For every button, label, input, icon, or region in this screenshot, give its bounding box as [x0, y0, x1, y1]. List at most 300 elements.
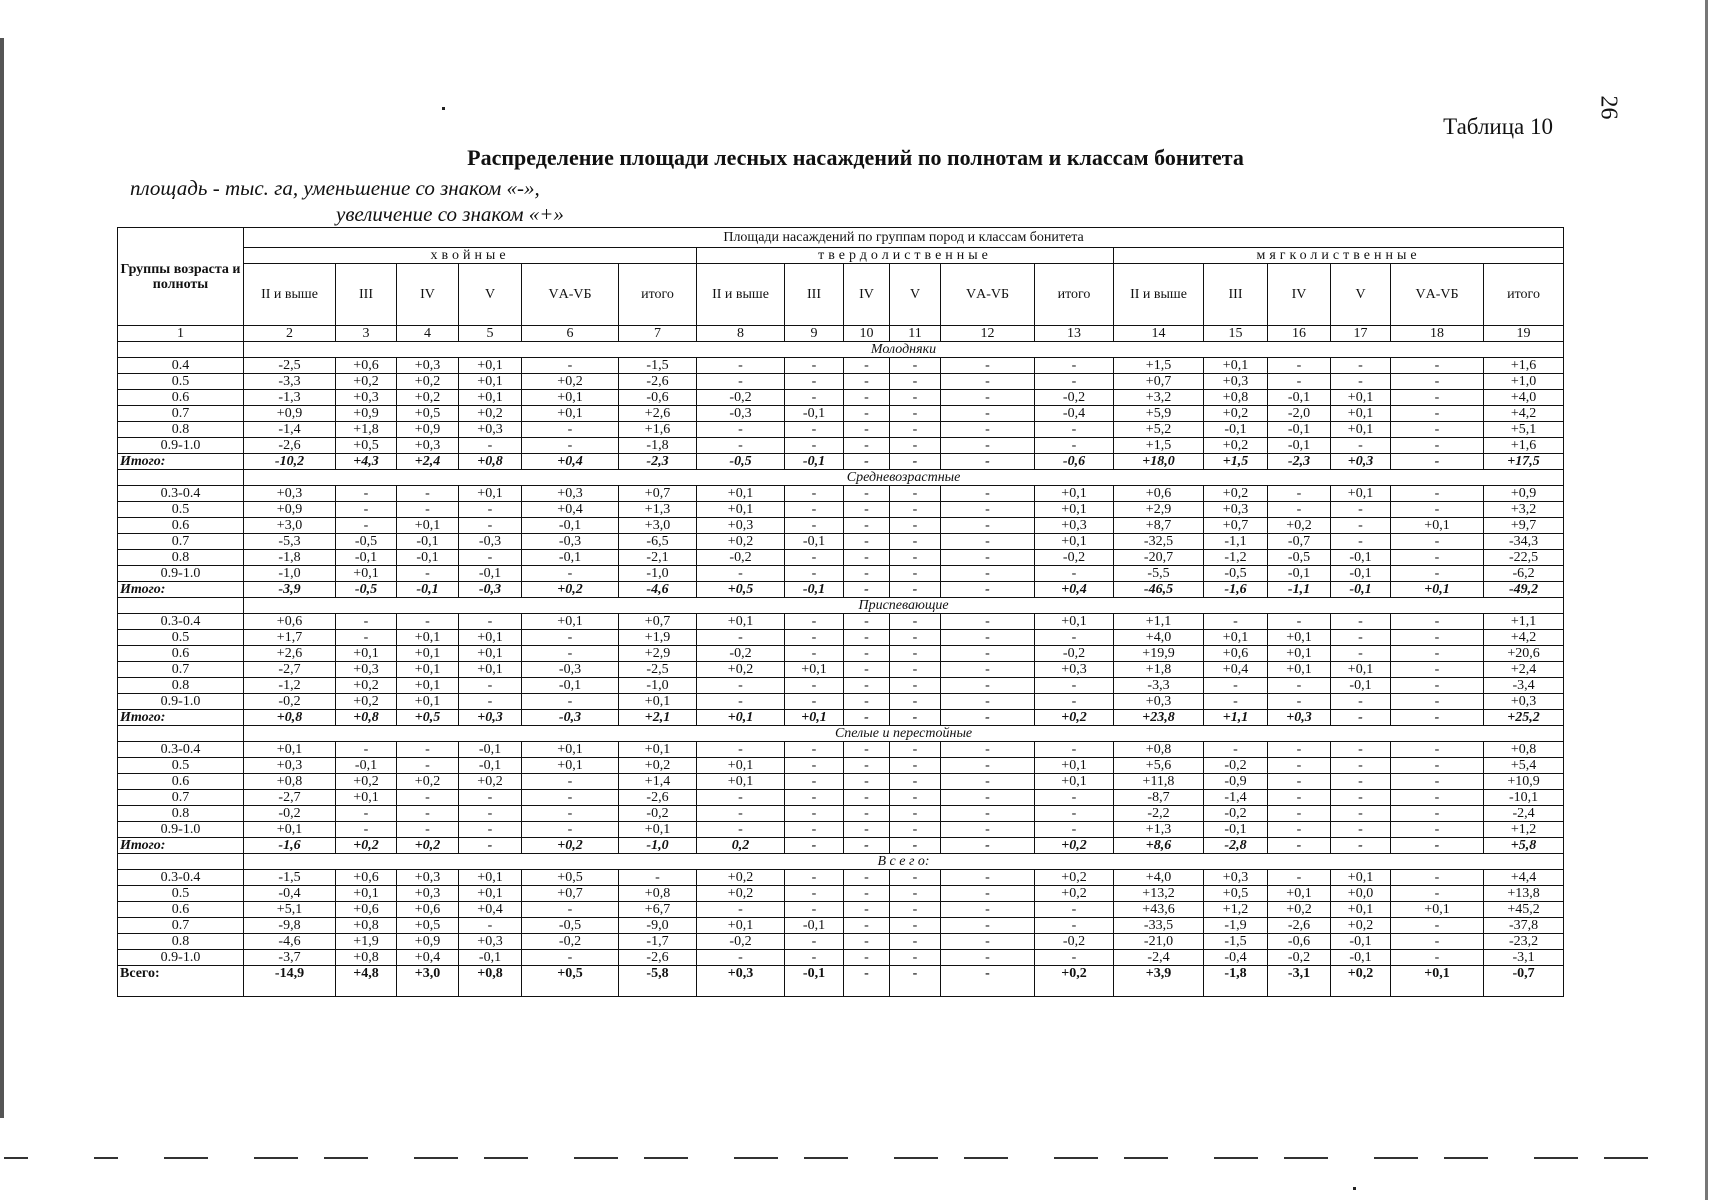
table-cell: -: [336, 806, 397, 822]
table-cell: -0,3: [522, 534, 619, 550]
table-cell: -: [697, 374, 785, 390]
table-cell: -: [941, 918, 1035, 934]
table-cell: +0,1: [697, 614, 785, 630]
table-cell: -0,3: [522, 710, 619, 726]
table-cell: +0,1: [459, 886, 522, 902]
table-cell: -: [941, 774, 1035, 790]
table-cell: -: [1268, 678, 1331, 694]
table-cell: -3,1: [1268, 966, 1331, 997]
table-cell: -0,1: [1331, 950, 1391, 966]
table-cell: -: [1035, 374, 1114, 390]
table-cell: -: [336, 518, 397, 534]
table-cell: -: [785, 390, 844, 406]
table-row: [118, 662, 1564, 678]
table-cell: -: [890, 678, 941, 694]
table-cell: +0,1: [1035, 774, 1114, 790]
table-cell: +0,1: [1391, 966, 1484, 997]
table-cell: -6,2: [1484, 566, 1564, 582]
table-cell: -2,6: [619, 950, 697, 966]
column-number: 17: [1331, 326, 1391, 342]
table-cell: +0,3: [459, 710, 522, 726]
table-cell: +0,1: [244, 822, 336, 838]
column-header: III: [336, 264, 397, 326]
table-cell: +0,1: [522, 758, 619, 774]
table-cell: -: [844, 582, 890, 598]
table-cell: -3,9: [244, 582, 336, 598]
table-cell: +5,6: [1114, 758, 1204, 774]
column-number: 15: [1204, 326, 1268, 342]
table-cell: -: [697, 678, 785, 694]
table-cell: -: [785, 806, 844, 822]
table-cell: -: [890, 518, 941, 534]
row-label: 0.3-0.4: [118, 486, 244, 502]
subtitle-line-1: площадь - тыс. га, уменьшение со знаком «-»,: [130, 176, 540, 200]
table-cell: +0,9: [397, 934, 459, 950]
section-header: [118, 854, 1564, 870]
section-header: [118, 342, 1564, 358]
table-row: [118, 758, 1564, 774]
table-cell: -: [1268, 870, 1331, 886]
subtitle-line-2: увеличение со знаком «+»: [336, 202, 564, 226]
table-cell: -: [522, 358, 619, 374]
scan-dash-segment: [894, 1157, 938, 1159]
table-cell: -: [890, 934, 941, 950]
table-cell: +1,7: [244, 630, 336, 646]
table-cell: -: [844, 918, 890, 934]
table-cell: +0,5: [397, 406, 459, 422]
table-cell: +0,8: [459, 966, 522, 997]
table-cell: -: [785, 678, 844, 694]
table-cell: +0,8: [244, 710, 336, 726]
table-cell: +0,8: [1204, 390, 1268, 406]
table-cell: +45,2: [1484, 902, 1564, 918]
table-cell: -: [785, 422, 844, 438]
table-cell: -: [941, 694, 1035, 710]
table-cell: +0,1: [1391, 902, 1484, 918]
table-cell: +0,1: [1204, 358, 1268, 374]
table-cell: -: [336, 742, 397, 758]
table-cell: -0,2: [1035, 934, 1114, 950]
table-cell: -: [844, 822, 890, 838]
table-cell: -: [844, 838, 890, 854]
scan-dash-segment: [1124, 1157, 1168, 1159]
table-cell: +5,9: [1114, 406, 1204, 422]
table-cell: -: [941, 742, 1035, 758]
table-cell: -: [1035, 790, 1114, 806]
row-label: 0.5: [118, 758, 244, 774]
table-row: [118, 950, 1564, 966]
table-cell: +0,8: [336, 918, 397, 934]
table-cell: +2,6: [619, 406, 697, 422]
table-cell: +0,1: [397, 518, 459, 534]
table-cell: +0,3: [522, 486, 619, 502]
table-cell: -: [785, 902, 844, 918]
table-cell: +20,6: [1484, 646, 1564, 662]
table-cell: -: [1035, 678, 1114, 694]
table-cell: +0,3: [1204, 502, 1268, 518]
section-header-spacer: [118, 342, 244, 358]
row-label: 0.6: [118, 390, 244, 406]
table-cell: -: [785, 646, 844, 662]
column-header: VА-VБ: [1391, 264, 1484, 326]
table-cell: -: [890, 534, 941, 550]
table-cell: -: [941, 566, 1035, 582]
table-cell: -: [844, 502, 890, 518]
table-cell: -1,2: [1204, 550, 1268, 566]
table-cell: -0,5: [522, 918, 619, 934]
table-cell: +0,1: [459, 358, 522, 374]
table-cell: +1,9: [619, 630, 697, 646]
table-cell: -: [697, 694, 785, 710]
scan-edge-left: [0, 38, 4, 1118]
table-cell: +3,2: [1484, 502, 1564, 518]
table-cell: +0,7: [1114, 374, 1204, 390]
table-cell: +1,5: [1114, 438, 1204, 454]
table-cell: +0,5: [1204, 886, 1268, 902]
table-cell: +0,2: [619, 758, 697, 774]
table-cell: -34,3: [1484, 534, 1564, 550]
table-cell: -: [941, 454, 1035, 470]
group-conifers: хвойные: [244, 248, 697, 264]
table-cell: -: [941, 438, 1035, 454]
table-row: [118, 630, 1564, 646]
table-cell: -: [890, 886, 941, 902]
table-cell: +0,2: [1035, 838, 1114, 854]
table-cell: -: [336, 486, 397, 502]
table-cell: -: [1268, 758, 1331, 774]
table-cell: -: [397, 566, 459, 582]
group-softwood: мягколиственные: [1114, 248, 1564, 264]
table-cell: -2,6: [1268, 918, 1331, 934]
column-header: VА-VБ: [522, 264, 619, 326]
table-cell: -: [941, 758, 1035, 774]
section-header-spacer: [118, 470, 244, 486]
table-cell: -: [1268, 774, 1331, 790]
table-cell: -0,4: [244, 886, 336, 902]
table-cell: -: [1331, 518, 1391, 534]
table-cell: -: [844, 806, 890, 822]
table-cell: +1,3: [1114, 822, 1204, 838]
table-cell: -: [844, 694, 890, 710]
table-cell: -: [397, 614, 459, 630]
table-cell: -0,1: [785, 534, 844, 550]
table-cell: -: [459, 518, 522, 534]
table-cell: +2,9: [1114, 502, 1204, 518]
table-row: [118, 390, 1564, 406]
column-header: VА-VБ: [941, 264, 1035, 326]
table-cell: -: [1331, 630, 1391, 646]
table-cell: -: [941, 662, 1035, 678]
table-cell: -20,7: [1114, 550, 1204, 566]
table-cell: +0,2: [522, 374, 619, 390]
table-cell: +13,2: [1114, 886, 1204, 902]
table-cell: -2,3: [619, 454, 697, 470]
table-cell: -: [697, 902, 785, 918]
table-row: [118, 790, 1564, 806]
row-label: 0.8: [118, 934, 244, 950]
table-cell: -: [697, 806, 785, 822]
table-cell: -: [1391, 886, 1484, 902]
table-cell: -: [1391, 710, 1484, 726]
table-cell: -: [1268, 614, 1331, 630]
table-cell: -: [890, 550, 941, 566]
table-cell: -: [785, 886, 844, 902]
section-header-spacer: [118, 854, 244, 870]
column-header: V: [459, 264, 522, 326]
table-cell: -0,1: [1331, 582, 1391, 598]
table-cell: -: [1268, 358, 1331, 374]
table-cell: -: [844, 534, 890, 550]
table-cell: -: [1268, 694, 1331, 710]
table-cell: +0,1: [1035, 534, 1114, 550]
table-cell: -: [459, 678, 522, 694]
column-header: II и выше: [1114, 264, 1204, 326]
table-cell: -: [522, 806, 619, 822]
table-cell: -0,5: [336, 534, 397, 550]
section-header-spacer: [118, 726, 244, 742]
scan-edge-right: [1705, 0, 1708, 1200]
table-cell: -1,4: [1204, 790, 1268, 806]
table-cell: -: [844, 774, 890, 790]
table-cell: -: [785, 870, 844, 886]
section-title: Спелые и перестойные: [244, 726, 1564, 742]
table-cell: +0,1: [1331, 870, 1391, 886]
table-cell: -: [1204, 742, 1268, 758]
table-cell: -: [697, 950, 785, 966]
table-cell: -: [1391, 390, 1484, 406]
table-cell: -22,5: [1484, 550, 1564, 566]
table-cell: +0,1: [785, 710, 844, 726]
table-cell: +0,6: [397, 902, 459, 918]
column-number: 3: [336, 326, 397, 342]
table-cell: -: [1391, 454, 1484, 470]
table-cell: -3,4: [1484, 678, 1564, 694]
table-cell: -: [459, 614, 522, 630]
row-label: Итого:: [118, 710, 244, 726]
table-cell: +3,2: [1114, 390, 1204, 406]
table-cell: -: [844, 374, 890, 390]
table-cell: +0,1: [459, 630, 522, 646]
subtotal-row: [118, 838, 1564, 854]
table-cell: -: [1391, 630, 1484, 646]
table-cell: +0,1: [1268, 662, 1331, 678]
table-cell: -49,2: [1484, 582, 1564, 598]
table-cell: -0,2: [522, 934, 619, 950]
table-cell: +11,8: [1114, 774, 1204, 790]
scan-speck: [1353, 1187, 1356, 1190]
table-cell: -: [890, 374, 941, 390]
row-label: 0.8: [118, 422, 244, 438]
table-cell: -: [397, 742, 459, 758]
table-cell: -: [1391, 374, 1484, 390]
table-cell: -: [941, 950, 1035, 966]
table-cell: +0,3: [1268, 710, 1331, 726]
table-cell: -: [397, 758, 459, 774]
table-cell: -0,1: [1268, 422, 1331, 438]
table-cell: +0,5: [522, 870, 619, 886]
row-label: Итого:: [118, 582, 244, 598]
grand-total-row: [118, 966, 1564, 997]
table-cell: -: [785, 438, 844, 454]
row-label: 0.6: [118, 646, 244, 662]
scan-dash-segment: [644, 1157, 688, 1159]
table-cell: +1,1: [1484, 614, 1564, 630]
table-cell: -2,6: [619, 374, 697, 390]
section-title: В с е г о:: [244, 854, 1564, 870]
table-cell: +4,0: [1484, 390, 1564, 406]
table-cell: +5,2: [1114, 422, 1204, 438]
scan-dash-segment: [1054, 1157, 1098, 1159]
table-cell: +0,2: [1204, 486, 1268, 502]
table-cell: -: [1331, 358, 1391, 374]
table-cell: -1,7: [619, 934, 697, 950]
table-cell: +0,1: [1391, 518, 1484, 534]
scan-dash-segment: [94, 1157, 118, 1159]
table-cell: -: [336, 630, 397, 646]
table-cell: +0,1: [244, 742, 336, 758]
table-cell: +0,1: [1204, 630, 1268, 646]
table-cell: -: [785, 550, 844, 566]
table-cell: +1,6: [1484, 438, 1564, 454]
table-cell: +0,1: [1331, 902, 1391, 918]
table-cell: -: [941, 870, 1035, 886]
table-cell: -: [1391, 934, 1484, 950]
table-cell: -0,1: [1268, 566, 1331, 582]
table-cell: -: [785, 518, 844, 534]
table-cell: -: [890, 822, 941, 838]
table-cell: -: [890, 742, 941, 758]
table-cell: -: [1391, 678, 1484, 694]
table-cell: +43,6: [1114, 902, 1204, 918]
column-header: V: [890, 264, 941, 326]
table-cell: +4,0: [1114, 630, 1204, 646]
table-cell: +0,1: [459, 870, 522, 886]
table-cell: -: [697, 438, 785, 454]
table-cell: +0,1: [785, 662, 844, 678]
table-cell: +0,3: [1204, 870, 1268, 886]
table-cell: -: [1331, 438, 1391, 454]
table-cell: -: [1035, 918, 1114, 934]
table-cell: -1,5: [244, 870, 336, 886]
table-cell: +0,1: [336, 790, 397, 806]
table-row: [118, 886, 1564, 902]
table-cell: -: [890, 454, 941, 470]
table-cell: -: [1331, 742, 1391, 758]
table-cell: +1,6: [619, 422, 697, 438]
table-cell: -: [1268, 806, 1331, 822]
table-cell: +0,1: [397, 678, 459, 694]
table-cell: -: [785, 950, 844, 966]
table-cell: -0,1: [785, 918, 844, 934]
table-cell: -0,5: [336, 582, 397, 598]
row-label: Итого:: [118, 454, 244, 470]
table-row: [118, 918, 1564, 934]
table-cell: -1,1: [1268, 582, 1331, 598]
table-cell: -: [941, 806, 1035, 822]
table-cell: -1,0: [619, 678, 697, 694]
table-cell: +0,3: [1035, 518, 1114, 534]
table-cell: -: [785, 566, 844, 582]
table-cell: -4,6: [619, 582, 697, 598]
table-cell: -: [941, 406, 1035, 422]
table-cell: +0,3: [1484, 694, 1564, 710]
table-cell: +19,9: [1114, 646, 1204, 662]
table-cell: -5,5: [1114, 566, 1204, 582]
table-cell: -: [1391, 358, 1484, 374]
column-number: 18: [1391, 326, 1484, 342]
table-cell: -9,8: [244, 918, 336, 934]
table-cell: +0,1: [1035, 486, 1114, 502]
table-label: Таблица 10: [1443, 114, 1553, 139]
scan-dash-segment: [254, 1157, 298, 1159]
table-cell: -: [890, 646, 941, 662]
table-row: [118, 934, 1564, 950]
table-cell: -: [1331, 710, 1391, 726]
table-cell: -0,2: [1204, 758, 1268, 774]
table-cell: -: [1035, 438, 1114, 454]
table-cell: -: [522, 950, 619, 966]
table-cell: -: [890, 438, 941, 454]
scan-dash-segment: [804, 1157, 848, 1159]
table-cell: +0,8: [459, 454, 522, 470]
table-cell: +0,1: [1035, 758, 1114, 774]
scan-dash-segment: [1444, 1157, 1488, 1159]
table-cell: -0,1: [397, 582, 459, 598]
table-row: [118, 406, 1564, 422]
scan-dash-segment: [1604, 1157, 1648, 1159]
table-cell: -: [1331, 790, 1391, 806]
table-cell: -0,1: [1331, 550, 1391, 566]
column-header: II и выше: [244, 264, 336, 326]
table-cell: +0,4: [522, 502, 619, 518]
table-cell: -: [1391, 406, 1484, 422]
table-cell: +25,2: [1484, 710, 1564, 726]
table-cell: -: [1391, 422, 1484, 438]
table-cell: +0,0: [1331, 886, 1391, 902]
scan-dash-segment: [1214, 1157, 1258, 1159]
table-cell: -: [1331, 774, 1391, 790]
row-label: 0.5: [118, 502, 244, 518]
table-cell: -0,1: [785, 406, 844, 422]
table-cell: -: [785, 614, 844, 630]
table-cell: -: [1391, 534, 1484, 550]
table-cell: -: [785, 742, 844, 758]
table-cell: +0,1: [1035, 502, 1114, 518]
table-cell: -3,3: [1114, 678, 1204, 694]
table-cell: -: [1331, 502, 1391, 518]
table-cell: +0,2: [1035, 886, 1114, 902]
scan-dash-segment: [4, 1157, 28, 1159]
table-cell: +0,5: [397, 918, 459, 934]
table-cell: +0,9: [244, 502, 336, 518]
table-cell: +0,5: [697, 582, 785, 598]
table-cell: +0,7: [1204, 518, 1268, 534]
table-cell: +0,7: [522, 886, 619, 902]
table-cell: -: [890, 390, 941, 406]
table-cell: +0,3: [244, 486, 336, 502]
column-number: 13: [1035, 326, 1114, 342]
table-cell: +4,3: [336, 454, 397, 470]
table-cell: -: [890, 806, 941, 822]
table-cell: -: [890, 966, 941, 997]
table-cell: +0,1: [1331, 390, 1391, 406]
table-cell: -: [1391, 758, 1484, 774]
table-cell: -: [459, 838, 522, 854]
table-cell: -0,7: [1484, 966, 1564, 997]
table-cell: +0,1: [522, 406, 619, 422]
column-header: итого: [619, 264, 697, 326]
table-cell: -: [890, 902, 941, 918]
